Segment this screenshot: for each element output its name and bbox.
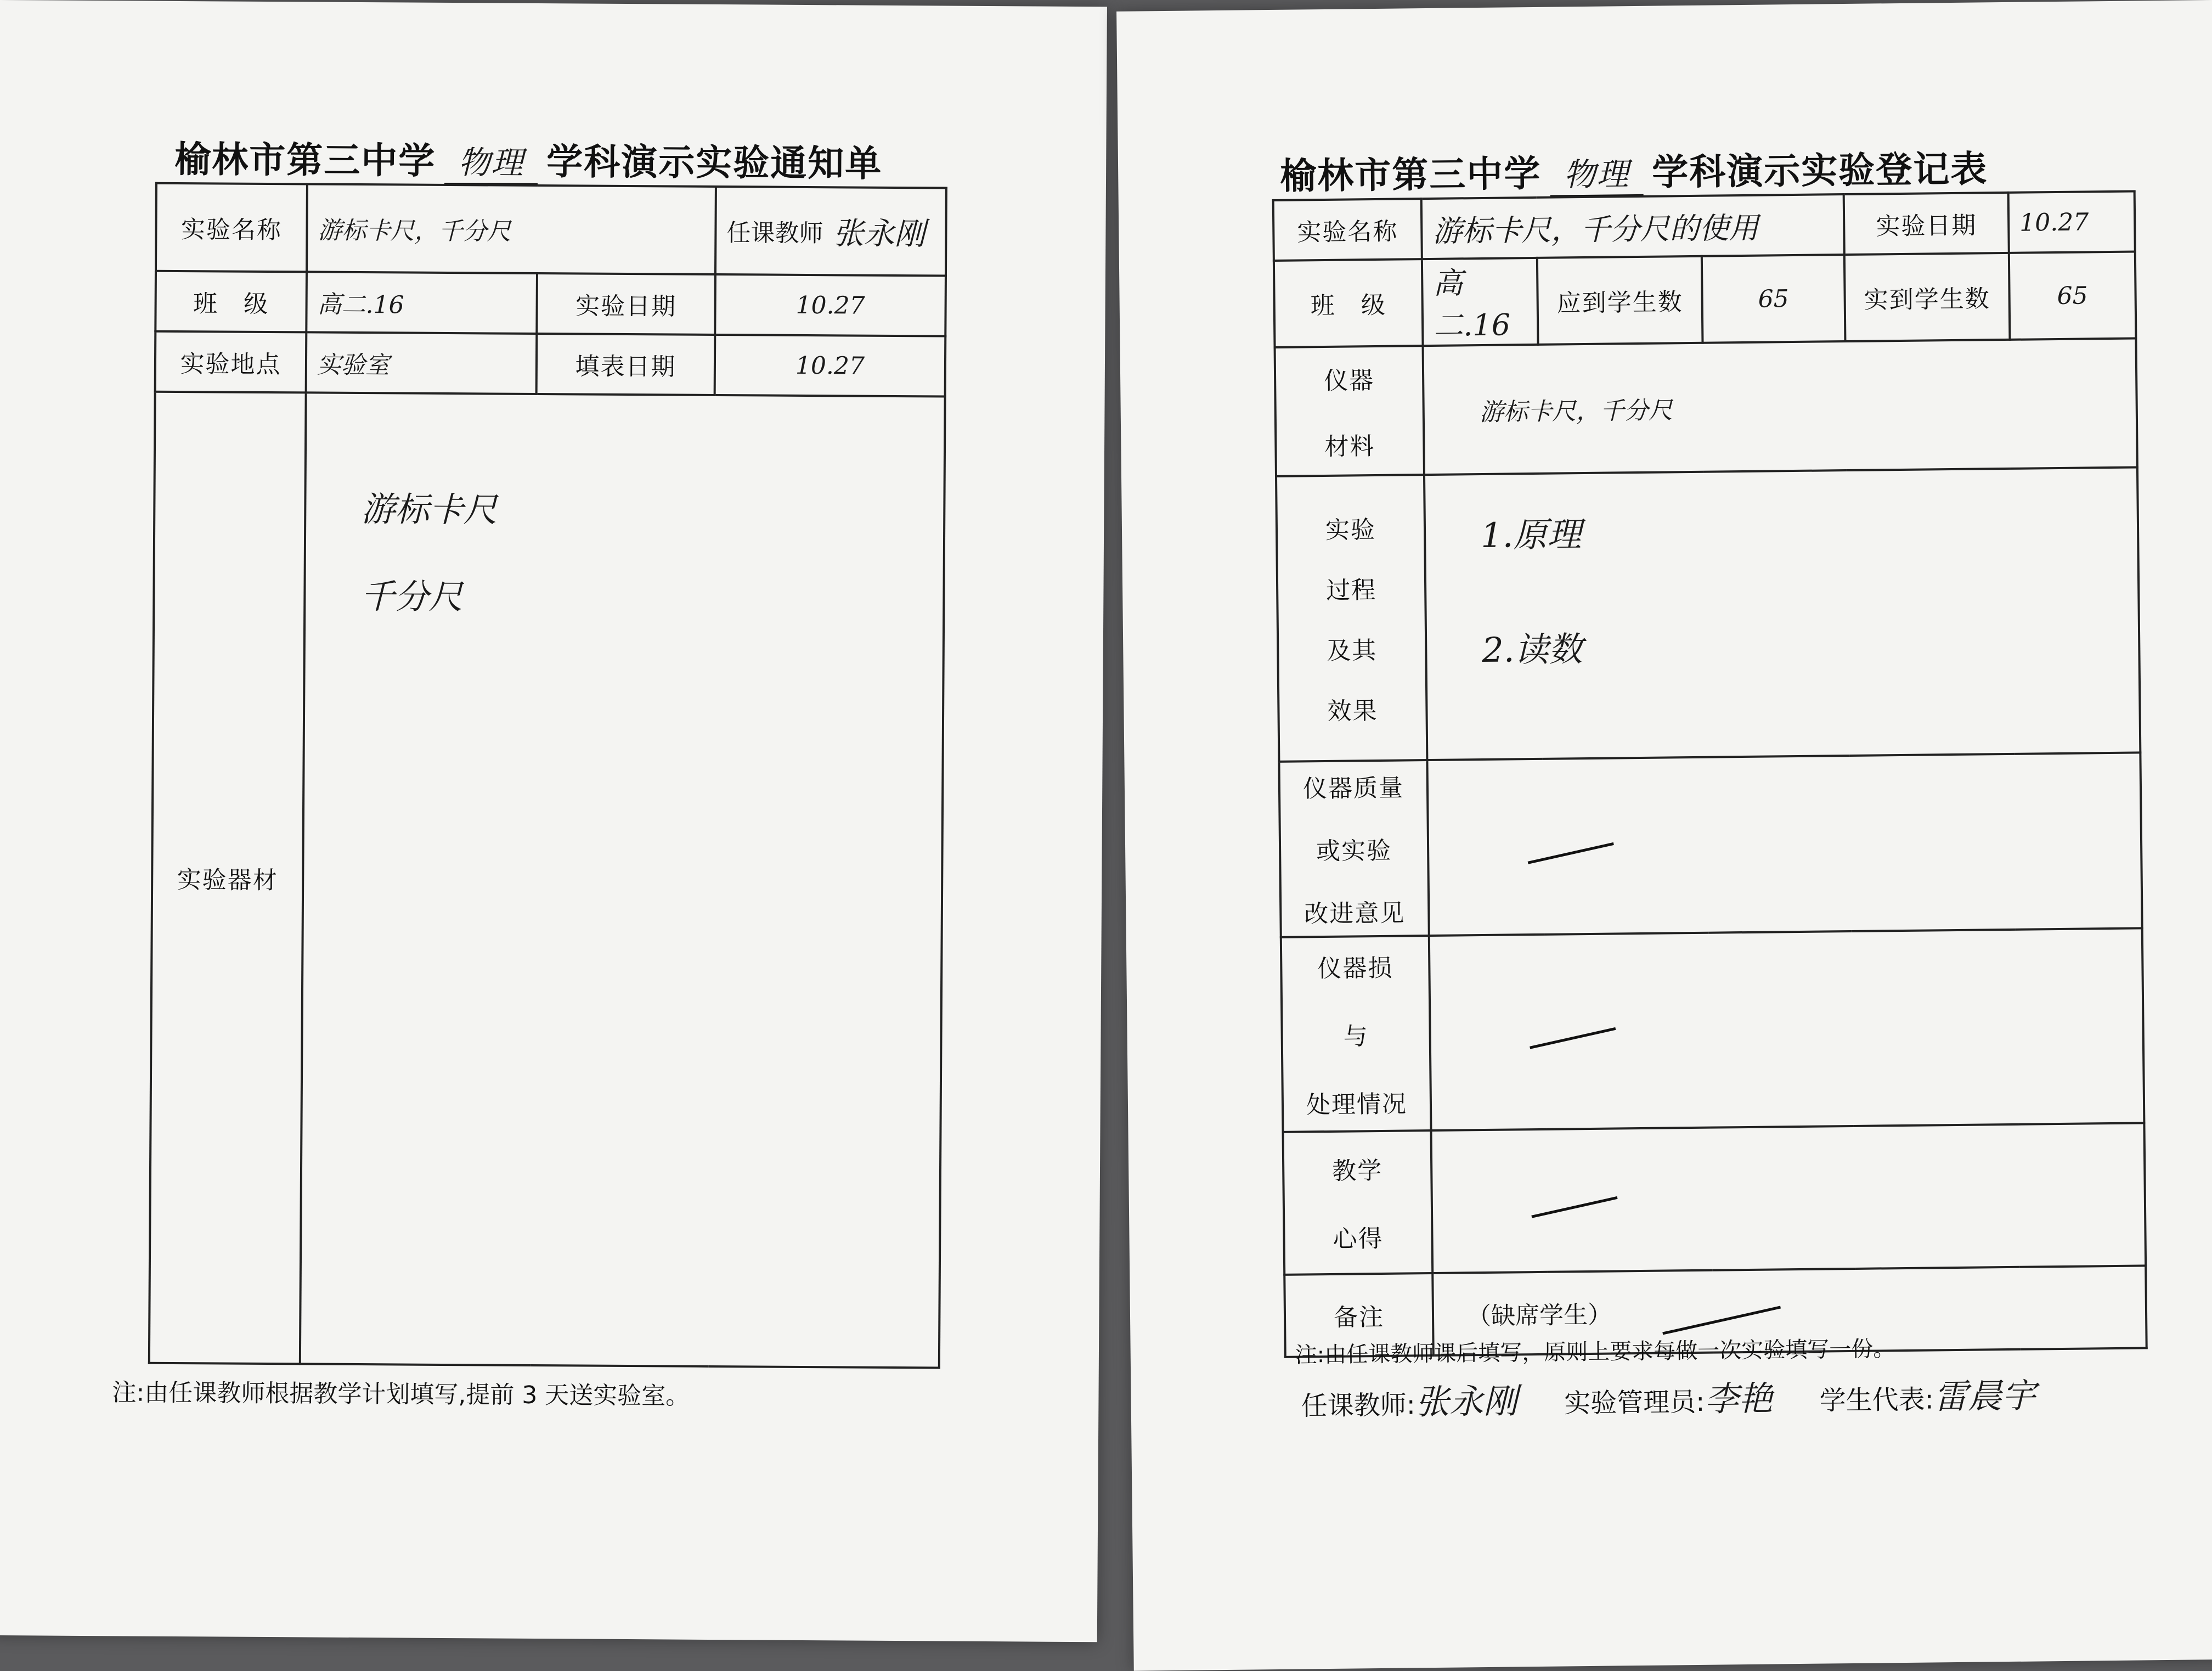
value-quality	[1427, 752, 2142, 936]
label-teacher: 任课教师	[726, 219, 823, 248]
value-class: 高二.16	[1422, 258, 1538, 346]
register-sheet	[1116, 0, 2212, 1671]
notice-footnote: 注:由任课教师根据教学计划填写,提前 3 天送实验室。	[112, 1379, 690, 1410]
row-instruments	[1275, 338, 2137, 476]
notice-table	[148, 182, 947, 1369]
value-reflection	[1431, 1123, 2146, 1273]
value-location: 实验室	[306, 332, 537, 394]
value-class: 高二.16	[306, 272, 537, 334]
row-class	[1274, 251, 2136, 347]
title-prefix: 榆林市第三中学	[174, 138, 436, 182]
label-fill-date: 填表日期	[537, 334, 715, 395]
label-actual: 实到学生数	[1844, 253, 2010, 341]
remarks-text: （缺席学生）	[1466, 1301, 1612, 1331]
process-item: 1.原理	[1480, 514, 1582, 556]
row-location	[155, 331, 946, 397]
notice-sheet	[0, 0, 1107, 1642]
process-list	[1424, 467, 2140, 760]
value-instruments: 游标卡尺，千分尺	[1423, 338, 2137, 475]
value-expected: 65	[1702, 255, 1846, 343]
register-title	[1280, 139, 1988, 200]
register-table	[1272, 190, 2148, 1358]
row-experiment-name	[1273, 191, 2135, 260]
label-quality	[1279, 760, 1429, 937]
label-line: 处理情况	[1306, 1089, 1408, 1119]
signature-teacher: 张永刚	[1415, 1381, 1518, 1422]
register-footnote: 注:由任课教师课后填写，原则上要求每做一次实验填写一份。	[1295, 1336, 1895, 1368]
value-damage	[1429, 928, 2145, 1130]
label-experiment-date: 实验日期	[1844, 193, 2009, 255]
value-experiment-date: 10.27	[2008, 191, 2135, 252]
label-line: 仪器	[1323, 366, 1375, 395]
label-line: 仪器质量	[1302, 774, 1404, 803]
title-prefix: 榆林市第三中学	[1279, 152, 1542, 198]
label-line: 材料	[1324, 432, 1375, 461]
row-experiment-name	[156, 183, 946, 276]
label-line: 及其	[1327, 637, 1378, 665]
signature-row	[1301, 1368, 2074, 1425]
dash-mark	[1531, 1196, 1617, 1218]
label-experiment-name: 实验名称	[156, 183, 307, 272]
title-suffix: 学科演示实验登记表	[1651, 148, 1988, 194]
label-location: 实验地点	[155, 331, 307, 393]
value-actual: 65	[2009, 251, 2136, 339]
label-teacher-sign: 任课教师:	[1301, 1389, 1416, 1422]
label-student-sign: 学生代表:	[1819, 1384, 1934, 1416]
label-line: 实验	[1325, 516, 1376, 544]
label-reflection	[1283, 1130, 1433, 1275]
equipment-item: 千分尺	[360, 576, 463, 617]
signature-student: 雷晨宇	[1933, 1375, 2036, 1417]
value-experiment-name: 游标卡尺，千分尺的使用	[1421, 194, 1844, 259]
label-line: 过程	[1325, 576, 1377, 605]
label-line: 改进意见	[1304, 899, 1406, 929]
label-damage	[1281, 936, 1431, 1132]
subject-handwritten: 物理	[444, 137, 538, 185]
row-quality	[1279, 752, 2142, 937]
label-line: 心得	[1333, 1224, 1384, 1253]
row-process	[1276, 467, 2140, 761]
teacher-cell	[715, 187, 946, 276]
label-class: 班 级	[1274, 259, 1423, 347]
row-equipment	[149, 392, 945, 1368]
notice-title	[174, 130, 883, 188]
label-expected: 应到学生数	[1537, 256, 1703, 345]
label-experiment-date: 实验日期	[537, 273, 715, 335]
label-instruments	[1275, 346, 1424, 476]
signature-admin: 李艳	[1704, 1378, 1773, 1419]
value-experiment-date: 10.27	[715, 274, 946, 336]
value-fill-date: 10.27	[715, 335, 946, 397]
row-class	[155, 271, 946, 336]
equipment-item: 游标卡尺	[361, 489, 498, 530]
label-line: 与	[1343, 1022, 1369, 1051]
label-class: 班 级	[155, 271, 307, 333]
value-experiment-name: 游标卡尺，千分尺	[307, 184, 716, 274]
label-line: 或实验	[1316, 836, 1392, 866]
label-process	[1276, 475, 1427, 762]
label-equipment: 实验器材	[149, 392, 306, 1364]
label-admin-sign: 实验管理员:	[1564, 1386, 1705, 1419]
label-line: 教学	[1331, 1156, 1383, 1185]
dash-mark	[1530, 1027, 1616, 1049]
subject-handwritten: 物理	[1550, 148, 1644, 198]
process-item: 2.读数	[1481, 629, 1583, 670]
row-damage	[1281, 928, 2145, 1132]
label-line: 仪器损	[1317, 954, 1393, 983]
row-reflection	[1283, 1123, 2146, 1274]
dash-mark	[1662, 1306, 1781, 1335]
equipment-list	[300, 392, 945, 1368]
title-suffix: 学科演示实验通知单	[546, 140, 883, 185]
dash-mark	[1528, 842, 1614, 864]
label-remarks: 备注	[1284, 1273, 1434, 1357]
label-experiment-name: 实验名称	[1273, 199, 1422, 261]
value-teacher: 张永刚	[833, 216, 926, 252]
label-line: 效果	[1327, 696, 1378, 725]
